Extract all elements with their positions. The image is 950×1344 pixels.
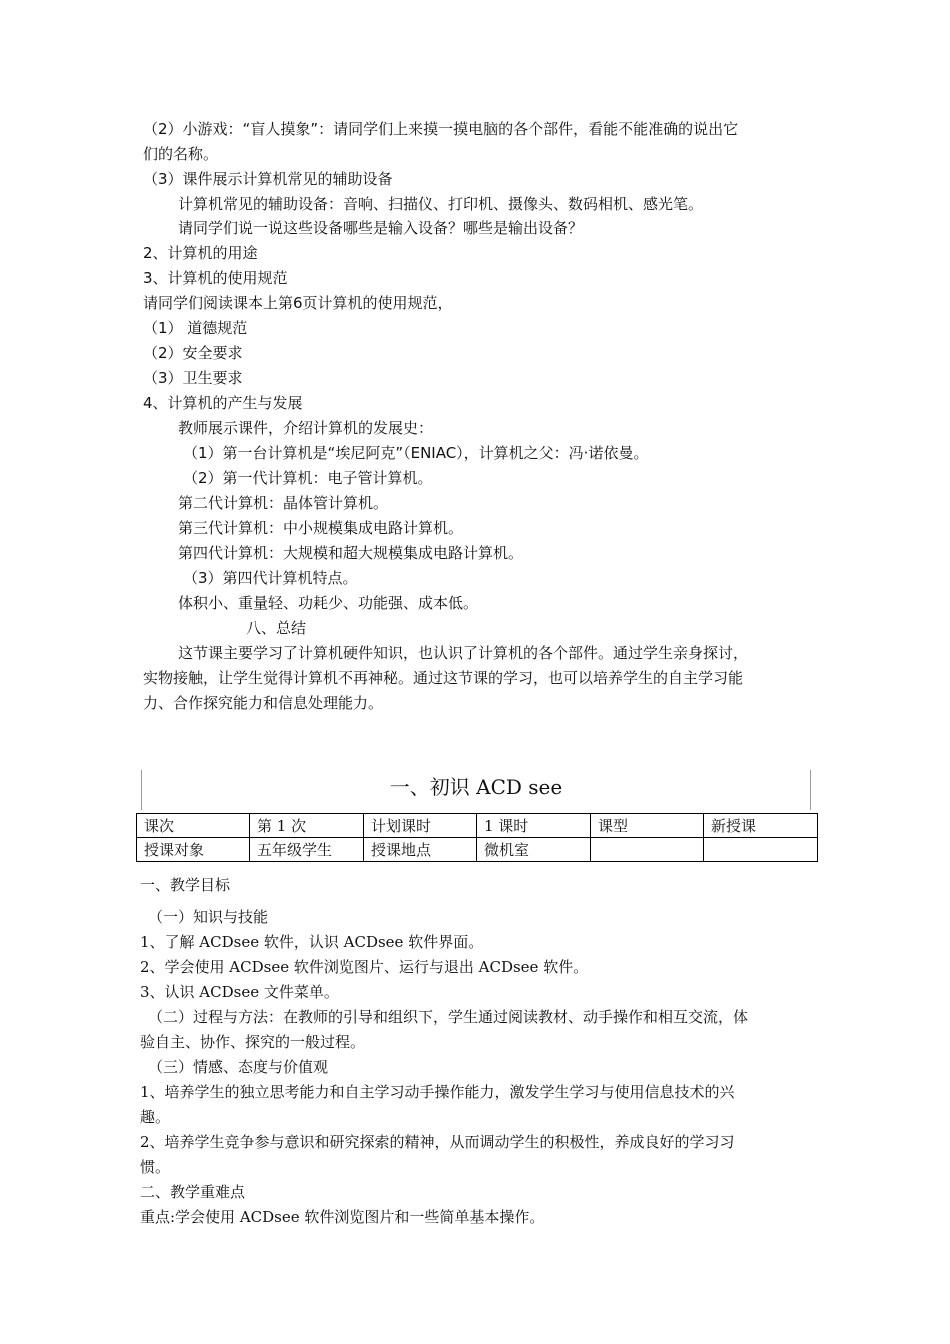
- table-row: [137, 814, 818, 838]
- text-line: （2）第一代计算机：电子管计算机。: [183, 469, 433, 487]
- text-line: 验自主、协作、探究的一般过程。: [140, 1033, 366, 1051]
- text-line: （3）卫生要求: [143, 369, 243, 387]
- text-line: 2、学会使用 ACDsee 软件浏览图片、运行与退出 ACDsee 软件。: [140, 958, 589, 976]
- text-line: 惯。: [140, 1158, 171, 1176]
- table-cell: [704, 838, 818, 862]
- table-cell: 五年级学生: [250, 838, 364, 862]
- lesson-info-table: [136, 813, 818, 862]
- table-cell: 第 1 次: [250, 814, 364, 838]
- table-cell: 授课对象: [137, 838, 250, 862]
- text-line: 这节课主要学习了计算机硬件知识，也认识了计算机的各个部件。通过学生亲身探讨，: [178, 644, 749, 662]
- text-line: 第三代计算机：中小规模集成电路计算机。: [178, 519, 464, 537]
- text-line: 力、合作探究能力和信息处理能力。: [143, 694, 384, 712]
- text-line: 重点:学会使用 ACDsee 软件浏览图片和一些简单基本操作。: [140, 1208, 545, 1226]
- text-line: 们的名称。: [143, 145, 219, 163]
- text-line: 第四代计算机：大规模和超大规模集成电路计算机。: [178, 544, 524, 562]
- text-line: 体积小、重量轻、功耗少、功能强、成本低。: [178, 594, 479, 612]
- section-heading: 一、教学目标: [140, 876, 231, 894]
- text-line: 教师展示课件，介绍计算机的发展史：: [178, 419, 434, 437]
- text-line: （1） 道德规范: [143, 319, 248, 337]
- table-cell: 微机室: [477, 838, 591, 862]
- section-heading: 2、计算机的用途: [143, 244, 258, 262]
- subsection-heading: （一）知识与技能: [148, 908, 269, 926]
- section-heading: 3、计算机的使用规范: [143, 269, 288, 287]
- section-heading: 4、计算机的产生与发展: [143, 394, 303, 412]
- text-line: （1）第一台计算机是“埃尼阿克”（ENIAC），计算机之父：冯·诺依曼。: [183, 444, 649, 462]
- text-line: （3）第四代计算机特点。: [183, 569, 358, 587]
- text-line: （二）过程与方法：在教师的引导和组织下，学生通过阅读教材、动手操作和相互交流，体: [148, 1008, 749, 1026]
- table-cell: 计划课时: [364, 814, 477, 838]
- section-heading: 八、总结: [246, 619, 307, 637]
- text-line: 请同学们说一说这些设备哪些是输入设备？哪些是输出设备？: [178, 219, 584, 237]
- lesson-title: 一、初识 ACD see: [389, 775, 563, 799]
- table-cell: 课型: [591, 814, 704, 838]
- text-line: 趣。: [140, 1108, 171, 1126]
- subsection-heading: （三）情感、态度与价值观: [148, 1058, 329, 1076]
- table-cell: 课次: [137, 814, 250, 838]
- text-line: 第二代计算机：晶体管计算机。: [178, 494, 389, 512]
- table-cell: [591, 838, 704, 862]
- text-line: 实物接触，让学生觉得计算机不再神秘。通过这节课的学习，也可以培养学生的自主学习能: [143, 669, 744, 687]
- text-line: 计算机常见的辅助设备：音响、扫描仪、打印机、摄像头、数码相机、感光笔。: [178, 195, 704, 213]
- table-cell: 1 课时: [477, 814, 591, 838]
- table-cell: 授课地点: [364, 838, 477, 862]
- lesson-title-box: [141, 770, 811, 810]
- table-cell: 新授课: [704, 814, 818, 838]
- table-row: [137, 838, 818, 862]
- text-line: （3）课件展示计算机常见的辅助设备: [143, 170, 393, 188]
- text-line: 1、培养学生的独立思考能力和自主学习动手操作能力，激发学生学习与使用信息技术的兴: [140, 1083, 735, 1101]
- text-line: 3、认识 ACDsee 文件菜单。: [140, 983, 339, 1001]
- text-line: 请同学们阅读课本上第6页计算机的使用规范，: [143, 294, 453, 312]
- section-heading: 二、教学重难点: [140, 1183, 246, 1201]
- text-line: （2）小游戏：“盲人摸象”：请同学们上来摸一摸电脑的各个部件，看能不能准确的说出它: [143, 120, 739, 138]
- text-line: 1、了解 ACDsee 软件，认识 ACDsee 软件界面。: [140, 933, 484, 951]
- text-line: （2）安全要求: [143, 344, 243, 362]
- text-line: 2、培养学生竞争参与意识和研究探索的精神，从而调动学生的积极性，养成良好的学习习: [140, 1133, 735, 1151]
